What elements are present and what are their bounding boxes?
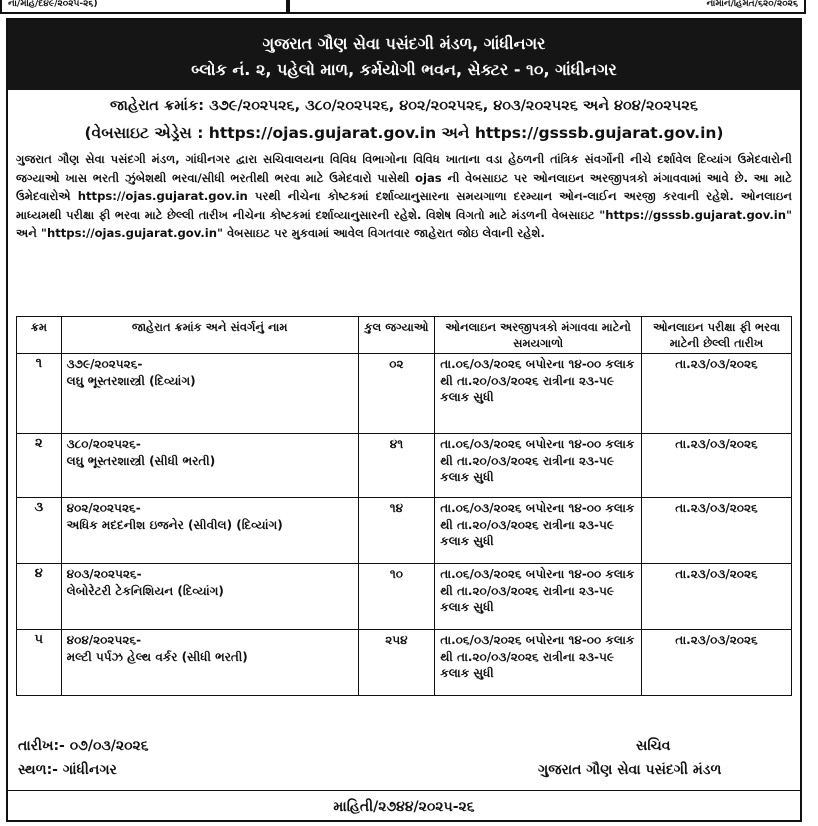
row-count: ૦૨ [358,354,435,434]
row-adv: ૩૭૯/૨૦૨૫૨૬- [66,357,143,371]
row-post: લઘુ ભૂસ્તરશાસ્ત્રી (દિવ્યાંગ) [66,373,196,388]
row-name-cell [61,630,358,696]
row-post: લેબોરેટરી ટેકનિશિયન (દિવ્યાંગ) [66,583,224,598]
row-post: લઘુ ભૂસ્તરશાસ્ત્રી (સીધી ભરતી) [66,453,216,468]
row-count: ૧૪ [358,498,435,564]
row-fee-date: તા.૨૩/૦૩/૨૦૨૬ [642,564,792,630]
top-strip [0,0,818,14]
header-period: ઓનલાઇન અરજીપત્રકો મંગાવવા માટેનો સમયગાળો [435,317,642,354]
row-post: મલ્ટી પર્પઝ હેલ્થ વર્કર (સીધી ભરતી) [66,649,248,664]
footer-ref: માહિતી/૨૭૪૪/૨૦૨૫-૨૬ [8,790,800,815]
row-sr: ૪ [17,564,62,630]
body-paragraph: ગુજરાત ગૌણ સેવા પસંદગી મંડળ, ગાંધીનગર દ્વારા સચિવાલયના વિવિધ વિભાગોના વિવિધ ખાતાના વડા હેઠળની તાંત્રિક સંવર્ગોની નીચે દર્શાવેલ દિવ્યાંગ ઉમેદવારોની જગ્યાઓ ખાસ ભરતી ઝુંબેશથી ભરવા/સીધી ભરતીથી ભરવા માટે ઉમેદવારો પાસેથી ojas ની વેબસાઇટ પર ઓનલાઇન અરજીપત્રકો મંગાવવામાં આવે છે. આ માટે ઉમેદવારોએ https://ojas.gujarat.gov.in પરથી નીચેના કોષ્ટકમાં દર્શાવ્યાનુસારના સમયગાળા દરમ્યાન ઓન-લાઈન અરજી કરવાની રહેશે. ઓનલાઇન માધ્યમથી પરીક્ષા ફી ભરવા માટે છેલ્લી તારીખ નીચેના કોષ્ટકમાં દર્શાવ્યાનુસારની રહેશે. વિશેષ વિગતો માટે મંડળની વેબસાઇટ "https://gsssb.gujarat.gov.in" અને "https://ojas.gujarat.gov.in" વેબસાઇટ પર મુકવામાં આવેલ વિગતવાર જાહેરાત જોઇ લેવાની રહેશે. [16,152,792,241]
issue-place: સ્થળ:- ગાંધીનગર [18,762,117,778]
row-adv: ૪૦૨/૨૦૨૫૨૬- [66,501,141,515]
row-fee-date: તા.૨૩/૦૩/૨૦૨૬ [642,434,792,498]
row-adv: ૪૦૪/૨૦૨૫૨૬- [66,633,142,647]
header-sr: ક્રમ [17,317,62,354]
posts-table [16,316,792,696]
row-name-cell [61,354,358,434]
row-name-cell [61,434,358,498]
row-post: અધિક મદદનીશ ઇજનેર (સીવીલ) (દિવ્યાંગ) [66,517,283,532]
row-period: તા.૦૬/૦૩/૨૦૨૬ બપોરના ૧૪-૦૦ કલાક થી તા.૨૦/૦૩/૨૦૨૬ રાત્રીના ૨૩-૫૯ કલાક સુધી [435,564,642,630]
issue-date: તારીખ:- ૦૭/૦૩/૨૦૨૬ [18,738,149,754]
advertisement-numbers: જાહેરાત ક્રમાંક: ૩૭૯/૨૦૨૫૨૬, ૩૮૦/૨૦૨૫૨૬, ૪૦૨/૨૦૨૫૨૬, ૪૦૩/૨૦૨૫૨૬ અને ૪૦૪/૨૦૨૫૨૬ [110,98,698,114]
row-name-cell [61,498,358,564]
table-row [17,434,792,498]
row-fee-date: તા.૨૩/૦૩/૨૦૨૬ [642,354,792,434]
header-title: ગુજરાત ગૌણ સેવા પસંદગી મંડળ, ગાંધીનગર [262,34,546,53]
header-name: જાહેરાત ક્રમાંક અને સંવર્ગનું નામ [61,317,358,354]
row-fee-date: તા.૨૩/૦૩/૨૦૨૬ [642,630,792,696]
row-period: તા.૦૬/૦૩/૨૦૨૬ બપોરના ૧૪-૦૦ કલાક થી તા.૨૦/૦૩/૨૦૨૬ રાત્રીના ૨૩-૫૯ કલાક સુધી [435,630,642,696]
header-fee-date: ઓનલાઇન પરીક્ષા ફી ભરવા માટેની છેલ્લી તારીખ [642,317,792,354]
row-name-cell [61,564,358,630]
row-count: ૧૦ [358,564,435,630]
row-count: ૨૫૪ [358,630,435,696]
row-sr: ૧ [17,354,62,434]
table-header-row [17,317,792,354]
table-row [17,630,792,696]
top-right-ref: નામાંન/હિમત/૬૨૦/૨૦૨૬ [288,0,806,14]
website-line: (વેબસાઇટ એડ્રેસ : https://ojas.gujarat.gov.in અને https://gsssb.gujarat.gov.in) [84,124,724,142]
row-sr: ૨ [17,434,62,498]
advertisement-frame [6,18,802,822]
row-period: તા.૦૬/૦૩/૨૦૨૬ બપોરના ૧૪-૦૦ કલાક થી તા.૨૦/૦૩/૨૦૨૬ રાત્રીના ૨૩-૫૯ કલાક સુધી [435,354,642,434]
header-banner [8,20,800,90]
row-adv: ૩૮૦/૨૦૨૫૨૬- [66,437,141,451]
row-sr: ૩ [17,498,62,564]
row-period: તા.૦૬/૦૩/૨૦૨૬ બપોરના ૧૪-૦૦ કલાક થી તા.૨૦/૦૩/૨૦૨૬ રાત્રીના ૨૩-૫૯ કલાક સુધી [435,434,642,498]
row-sr: ૫ [17,630,62,696]
row-fee-date: તા.૨૩/૦૩/૨૦૨૬ [642,498,792,564]
row-count: ૪૧ [358,434,435,498]
signatory-designation: સચિવ [636,738,671,754]
header-posts: કુલ જગ્યાઓ [358,317,435,354]
top-left-ref: ના/મહિ/દ૪૯/૨૦૨૫-૨૬) [0,0,288,14]
table-row [17,564,792,630]
table-row [17,498,792,564]
table-row [17,354,792,434]
row-period: તા.૦૬/૦૩/૨૦૨૬ બપોરના ૧૪-૦૦ કલાક થી તા.૨૦/૦૩/૨૦૨૬ રાત્રીના ૨૩-૫૯ કલાક સુધી [435,498,642,564]
row-adv: ૪૦૩/૨૦૨૫૨૬- [66,567,142,581]
signatory-org: ગુજરાત ગૌણ સેવા પસંદગી મંડળ [538,762,722,778]
header-address: બ્લોક નં. ૨, પહેલો માળ, કર્મયોગી ભવન, સેક્ટર - ૧૦, ગાંધીનગર [191,60,617,79]
